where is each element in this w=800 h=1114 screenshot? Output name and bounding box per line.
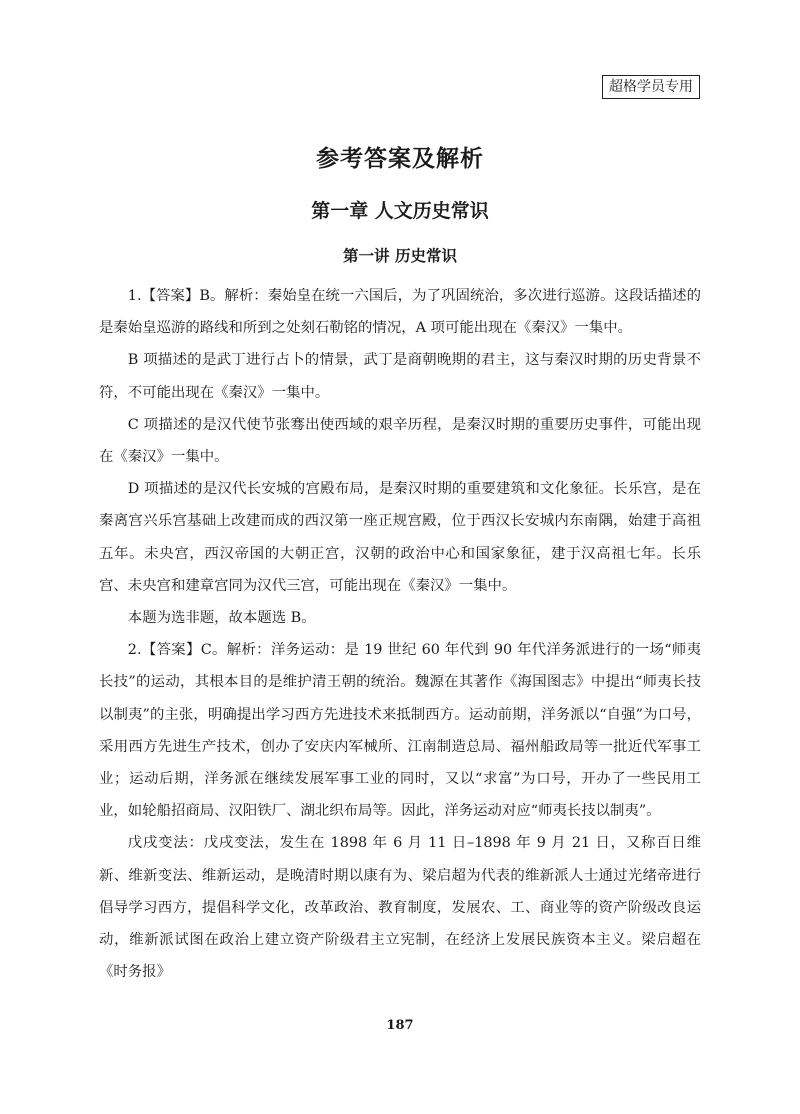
paragraph: 1.【答案】B。解析：秦始皇在统一六国后，为了巩固统治，多次进行巡游。这段话描述的是秦始皇巡游的路线和所到之处刻石勒铭的情况，A 项可能出现在《秦汉》一集中。	[99, 288, 701, 337]
paragraph: 本题为选非题，故本题选 B。	[127, 610, 316, 627]
paragraph: B 项描述的是武丁进行占卜的情景，武丁是商朝晚期的君主，这与秦汉时期的历史背景不符，不可能出现在《秦汉》一集中。	[99, 352, 701, 401]
exclusive-badge: 超格学员专用	[602, 75, 700, 99]
paragraph: 2.【答案】C。解析：洋务运动：是 19 世纪 60 年代到 90 年代洋务派进行的一场“师夷长技”的运动，其根本目的是维护清王朝的统治。魏源在其著作《海国图志》中提出“师夷长技以制夷”的主张，明确提出学习西方先进技术来抵制西方。运动前期，洋务派以“自强”为口号，采用西方先进生产技术，创办了安庆内军械所、江南制造总局、福州船政局等一批近代军事工业；运动后期，洋务派在继续发展军事工业的同时，又以“求富”为口号，开办了一些民用工业，如轮船招商局、汉阳铁厂、湖北织布局等。因此，洋务运动对应“师夷长技以制夷”。	[99, 642, 701, 820]
paragraph: D 项描述的是汉代长安城的宫殿布局，是秦汉时期的重要建筑和文化象征。长乐宫，是在秦离宫兴乐宫基础上改建而成的西汉第一座正规宫殿，位于西汉长安城内东南隅，始建于高祖五年。未央宫，西汉帝国的大朝正宫，汉朝的政治中心和国家象征，建于汉高祖七年。长乐宫、未央宫和建章宫同为汉代三宫，可能出现在《秦汉》一集中。	[99, 481, 701, 594]
paragraph: C 项描述的是汉代使节张骞出使西域的艰辛历程，是秦汉时期的重要历史事件，可能出现在《秦汉》一集中。	[99, 416, 701, 466]
page-title: 参考答案及解析	[316, 146, 484, 172]
lecture-title: 第一讲 历史常识	[343, 247, 457, 265]
paragraph: 戊戌变法：戊戌变法，发生在 1898 年 6 月 11 日–1898 年 9 月 21 日，又称百日维新、维新变法、维新运动，是晚清时期以康有为、梁启超为代表的维新派人士通过光绪帝进行倡导学习西方，提倡科学文化，改革政治、教育制度，发展农、工、商业等的资产阶级改良运动，维新派试图在政治上建立资产阶级君主立宪制，在经济上发展民族资本主义。梁启超在《时务报》	[99, 835, 701, 981]
answer-body	[99, 280, 701, 988]
page-number: 187	[386, 1018, 414, 1033]
chapter-title: 第一章 人文历史常识	[311, 200, 489, 222]
